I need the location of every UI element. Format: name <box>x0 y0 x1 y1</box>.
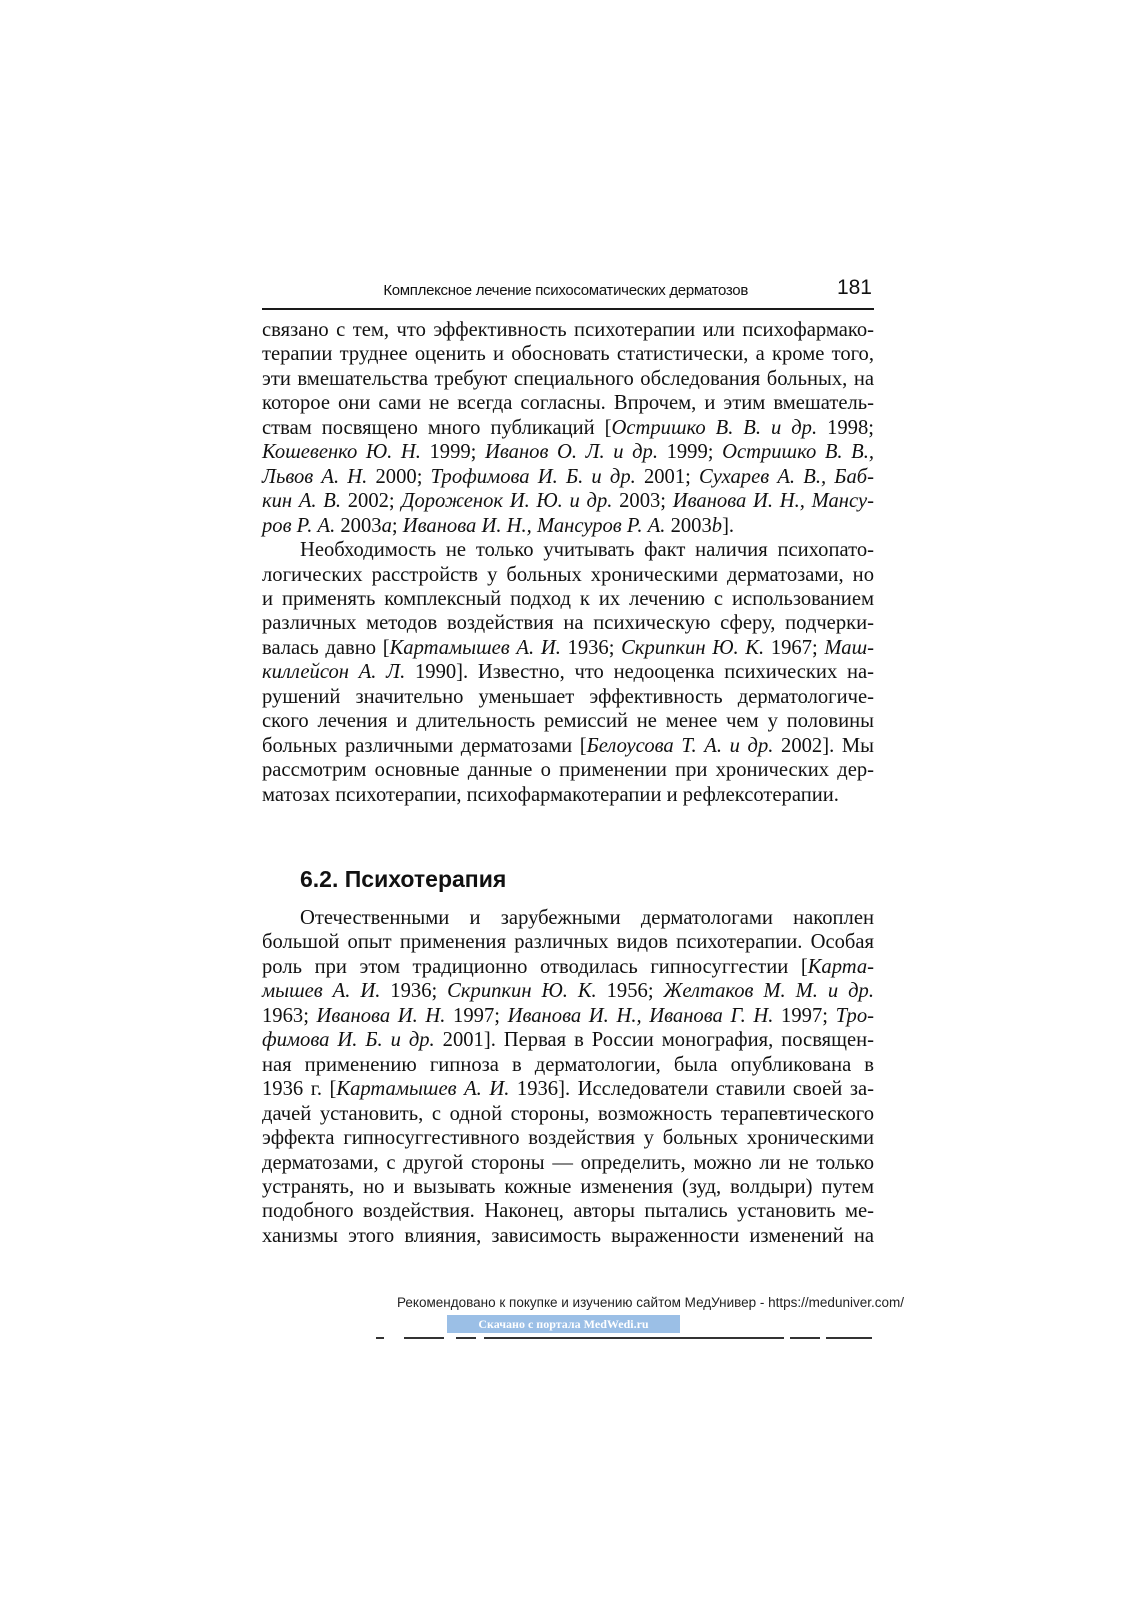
bottom-rule <box>826 1337 872 1339</box>
text-run: ная применению гипноза в дерматологии, была опубликована в <box>262 1053 874 1076</box>
text-line <box>262 563 874 587</box>
citation-text: Иванова И. Н., Иванова Г. Н. <box>507 1004 774 1027</box>
text-line <box>262 660 874 684</box>
citation-text: a <box>381 514 392 537</box>
citation-text: Картамышев А. И. <box>389 636 561 659</box>
text-run: ского лечения и длительность ремиссий не менее чем у половины <box>262 710 874 733</box>
citation-text: кин А. В. <box>262 490 342 513</box>
text-run: и применять комплексный подход к их лечению с использованием <box>262 587 874 610</box>
text-run: рушений значительно уменьшает эффективность дерматологиче- <box>262 685 874 708</box>
text-run: связано с тем, что эффективность психотерапии или психофармако- <box>262 319 874 341</box>
text-line <box>262 1053 874 1077</box>
citation-text: киллейсон А. Л. <box>262 661 406 684</box>
text-run: роль при этом традиционно отводилась гипносуггестии [ <box>262 955 808 978</box>
text-line <box>262 1126 874 1150</box>
text-line <box>262 465 874 489</box>
text-line <box>262 1077 874 1101</box>
text-run: 2001]. Первая в России монография, посвящен- <box>434 1029 875 1052</box>
text-line <box>262 587 874 611</box>
text-line <box>262 709 874 733</box>
citation-text: Белоусова Т. А. и др. <box>586 734 774 757</box>
citation-text: Остришко В. В., <box>722 441 875 464</box>
text-line <box>262 416 874 440</box>
citation-text: Иванова И. Н. <box>316 1004 446 1027</box>
text-run: 1967; <box>764 636 825 659</box>
bottom-rule <box>404 1337 444 1339</box>
text-line <box>262 318 874 342</box>
text-line <box>262 1004 874 1028</box>
text-run: большой опыт применения различных видов психотерапии. Особая <box>262 931 874 954</box>
citation-text: b <box>711 514 723 537</box>
text-run: 2002]. Мы <box>773 734 874 757</box>
text-line <box>262 367 874 391</box>
citation-text: Желтаков М. М. и др. <box>663 980 874 1003</box>
citation-text: мышев А. И. <box>262 980 381 1003</box>
text-line <box>262 440 874 464</box>
citation-text: Трофимова И. Б. и др. <box>430 465 636 488</box>
bottom-rule <box>456 1337 476 1339</box>
citation-text: Иванова И. Н., Мансуров Р. А. <box>402 514 666 537</box>
citation-text: Иванов О. Л. и др. <box>484 441 658 464</box>
citation-text: Скрипкин Ю. К. <box>621 636 765 659</box>
citation-text: Дороженок И. Ю. и др. <box>401 490 613 513</box>
text-line <box>262 906 874 930</box>
text-run: эти вмешательства требуют специального обследования больных, на <box>262 367 874 390</box>
section-heading: 6.2. Психотерапия <box>300 866 507 892</box>
text-run: 1997; <box>445 1004 508 1027</box>
citation-text: Львов А. Н. <box>262 465 368 488</box>
citation-text: Остришко В. В. и др. <box>611 416 818 439</box>
text-run: Отечественными и зарубежными дерматологами накоплен <box>300 907 874 929</box>
citation-text: Сухарев А. В., Баб- <box>699 465 874 488</box>
bottom-rule <box>376 1337 384 1339</box>
text-run: 1963; <box>262 1004 317 1027</box>
text-run: 1956; <box>596 980 664 1003</box>
text-run: 1936; <box>380 980 448 1003</box>
text-run: 1936]. Исследователи ставили своей за- <box>509 1078 874 1101</box>
text-run: подобного воздействия. Наконец, авторы пытались установить ме- <box>262 1200 874 1223</box>
text-run: 2002; <box>341 490 402 513</box>
text-line <box>262 1102 874 1126</box>
text-run: валась давно [ <box>262 636 390 659</box>
text-run: логических расстройств у больных хроническими дерматозами, но <box>262 563 874 586</box>
citation-text: Тро- <box>835 1004 874 1027</box>
text-run: 1990]. Известно, что недооценка психических на- <box>405 661 874 684</box>
citation-text: Иванова И. Н., Мансу- <box>672 490 874 513</box>
text-run: 1936 г. [ <box>262 1078 337 1101</box>
text-run: эффекта гипносуггестивного воздействия у больных хроническими <box>262 1127 874 1150</box>
text-run: больных различными дерматозами [ <box>262 734 587 757</box>
bottom-rule <box>790 1337 820 1339</box>
citation-text: Кошевенко Ю. Н. <box>262 441 421 464</box>
text-line <box>262 342 874 366</box>
text-line <box>262 1175 874 1199</box>
text-line <box>262 538 874 562</box>
text-run: 2003; <box>612 490 673 513</box>
text-line <box>262 685 874 709</box>
text-run: матозах психотерапии, психофармакотерапии и рефлексотерапии. <box>262 783 839 806</box>
text-run: 1936; <box>560 636 622 659</box>
text-run: терапии труднее оценить и обосновать статистически, а кроме того, <box>262 343 874 366</box>
text-run: 2003 <box>335 514 382 537</box>
citation-text: Карта- <box>807 955 874 978</box>
running-header <box>262 276 874 310</box>
portal-badge: Скачано с портала MedWedi.ru <box>447 1315 680 1333</box>
text-run: 1998; <box>817 416 874 439</box>
text-line <box>262 514 874 538</box>
citation-text: Картамышев А. И. <box>336 1078 510 1101</box>
body-text-block-1 <box>262 318 874 807</box>
bottom-rule <box>484 1337 784 1339</box>
text-run: рассмотрим основные данные о применении при хронических дер- <box>262 759 874 782</box>
text-line <box>262 636 874 660</box>
text-run: 2001; <box>635 465 700 488</box>
citation-text: фимова И. Б. и др. <box>262 1029 435 1052</box>
text-run: 2003 <box>665 514 712 537</box>
text-line <box>262 979 874 1003</box>
text-run: ханизмы этого влияния, зависимость выраженности изменений на <box>262 1224 874 1247</box>
text-run: дерматозами, с другой стороны — определить, можно ли не только <box>262 1151 874 1174</box>
text-line <box>262 758 874 782</box>
text-line <box>262 1151 874 1175</box>
text-line <box>262 611 874 635</box>
page-number: 181 <box>836 276 872 299</box>
text-line <box>262 1028 874 1052</box>
text-line <box>262 955 874 979</box>
text-run: 1999; <box>658 441 723 464</box>
text-run: 1997; <box>773 1004 836 1027</box>
citation-text: Скрипкин Ю. К. <box>447 980 597 1003</box>
text-run: устранять, но и вызывать кожные изменения (зуд, волдыри) путем <box>262 1175 874 1198</box>
text-line <box>262 930 874 954</box>
text-line <box>262 1224 874 1248</box>
text-line <box>262 783 874 807</box>
text-run: которое они сами не всегда согласны. Впрочем, и этим вмешатель- <box>262 392 874 415</box>
text-run: 2000; <box>367 465 431 488</box>
running-title: Комплексное лечение психосоматических дерматозов <box>383 282 748 299</box>
citation-text: ров Р. А. <box>262 514 336 537</box>
text-line <box>262 489 874 513</box>
text-run: ]. <box>722 514 735 537</box>
text-line <box>262 1199 874 1223</box>
text-line <box>262 734 874 758</box>
text-line <box>262 391 874 415</box>
text-run: дачей установить, с одной стороны, возможность терапевтического <box>262 1102 874 1125</box>
body-text-block-2 <box>262 906 874 1248</box>
text-run: Необходимость не только учитывать факт наличия психопато- <box>300 539 874 562</box>
text-run: ; <box>391 514 403 537</box>
text-run: ствам посвящено много публикаций [ <box>262 416 612 439</box>
text-run: 1999; <box>420 441 485 464</box>
citation-text: Маш- <box>824 636 874 659</box>
footer-recommendation: Рекомендовано к покупке и изучению сайтом МедУнивер - https://meduniver.com/ <box>397 1295 904 1310</box>
text-run: различных методов воздействия на психическую сферу, подчерки- <box>262 612 874 635</box>
